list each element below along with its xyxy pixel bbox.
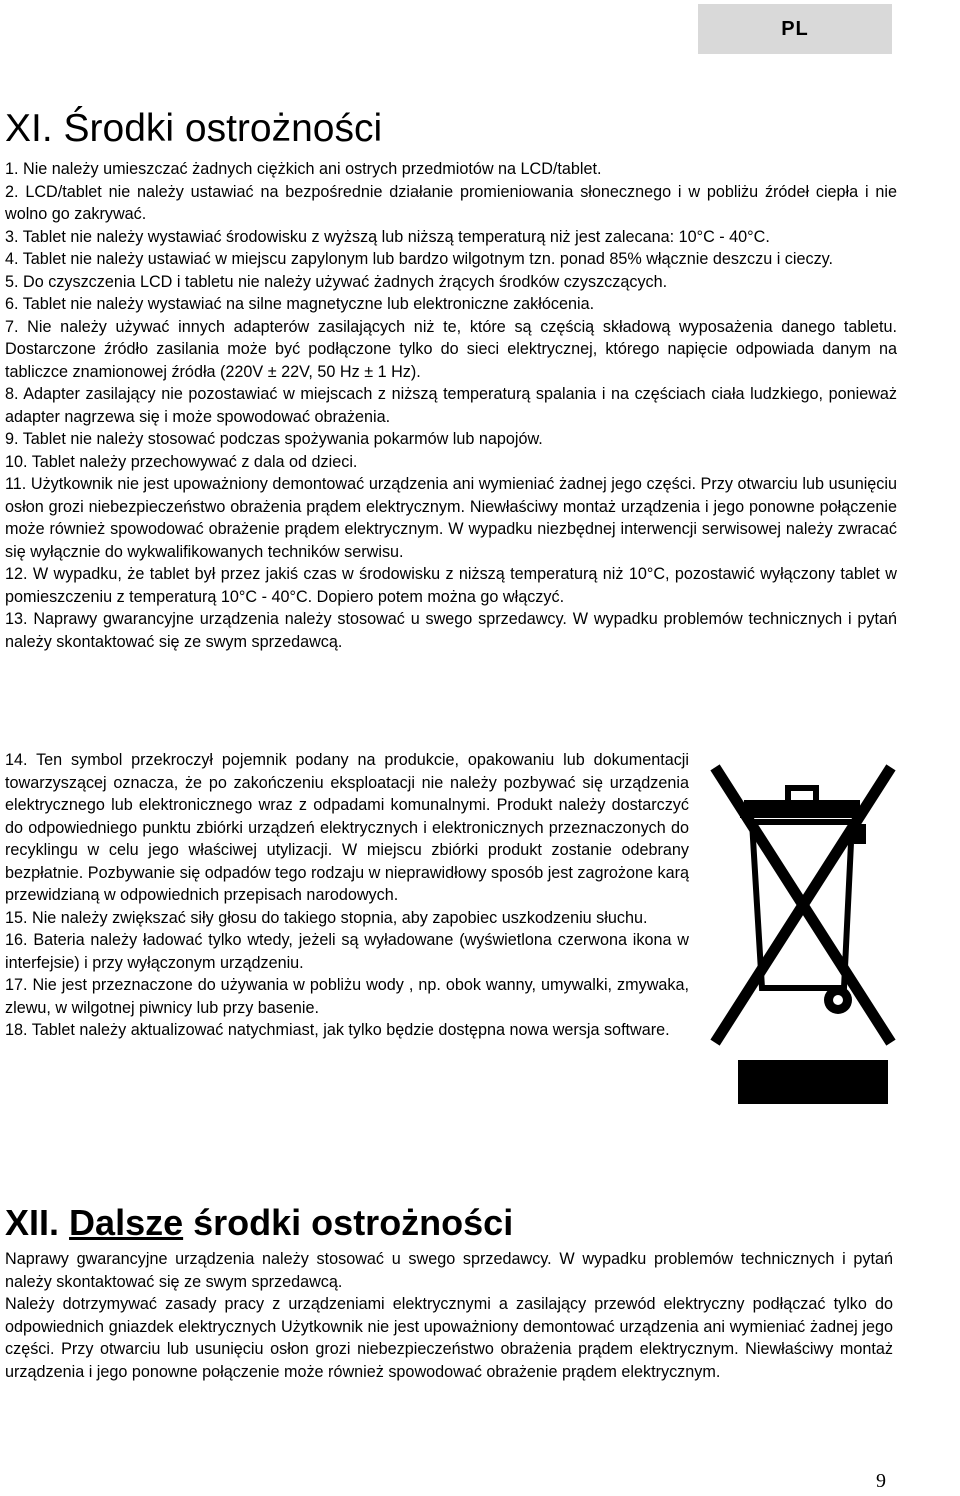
list-item: 13. Naprawy gwarancyjne urządzenia należy stosować u swego sprzedawcy. W wypadku problemów technicznych i pytań należy skontaktować się ze swym sprzedawcą. (5, 610, 897, 651)
list-item: 17. Nie jest przeznaczone do używania w pobliżu wody , np. obok wanny, umywalki, zmywaka, zlewu, w wilgotnej piwnicy lub przy basenie. (5, 976, 689, 1017)
crossed-out-wheelie-bin-icon (704, 738, 900, 1106)
title-underlined-word: Dalsze (69, 1202, 184, 1243)
further-precautions-text (5, 1248, 893, 1383)
list-item: 8. Adapter zasilający nie pozostawiać w miejscach z niższą temperaturą spalania i na częściach ciała ludzkiego, ponieważ adapter nagrzewa się i może spowodować obrażenia. (5, 385, 897, 426)
list-item: 2. LCD/tablet nie należy ustawiać na bezpośrednie działanie promieniowania słonecznego i w pobliżu źródeł ciepła i nie wolno go zakrywać. (5, 182, 897, 223)
list-item: 4. Tablet nie należy ustawiać w miejscu zapylonym lub bardzo wilgotnym tzn. ponad 85% włącznie deszczu i cieczy. (5, 250, 834, 268)
list-item: 11. Użytkownik nie jest upoważniony demontować urządzenia ani wymieniać żadnej jego części. Przy otwarciu lub usunięciu osłon grozi niebezpieczeństwo obrażenia prądem elektrycznym. Niewłaściwy montaż urządzenia i jego ponowne połączenie może również spowodować obrażenie prądem elektrycznym. W wypadku niezbędnej interwencji serwisowej należy zwracać się wyłącznie do wykwalifikowanych techników serwisu. (5, 475, 897, 561)
list-item: 6. Tablet nie należy wystawiać na silne magnetyczne lub elektroniczne zakłócenia. (5, 295, 595, 313)
paragraph: Należy dotrzymywać zasady pracy z urządzeniami elektrycznymi a zasilający przewód elektryczny podłączać tylko do odpowiednich gniazdek elektrycznych Użytkownik nie jest upoważniony demontować urządzenia ani wymieniać żadnej jego części. Przy otwarciu lub usunięciu osłon grozi niebezpieczeństwo obrażenia prądem elektrycznym. Niewłaściwy montaż urządzenia i jego ponowne połączenie może również spowodować obrażenie prądem elektrycznym. (5, 1295, 893, 1381)
list-item: 15. Nie należy zwiększać siły głosu do takiego stopnia, aby zapobiec uszkodzeniu słuchu. (5, 908, 648, 927)
paragraph: Naprawy gwarancyjne urządzenia należy stosować u swego sprzedawcy. W wypadku problemów technicznych i pytań należy skontaktować się ze swym sprzedawcą. (5, 1250, 893, 1291)
list-item: 9. Tablet nie należy stosować podczas spożywania pokarmów lub napojów. (5, 430, 543, 448)
section-title-precautions: XI. Środki ostrożności (5, 107, 383, 150)
list-item: 5. Do czyszczenia LCD i tabletu nie należy używać żadnych żrących środków czyszczących. (5, 272, 668, 291)
list-item: 12. W wypadku, że tablet był przez jakiś czas w środowisku z niższą temperaturą niż 10°C, pozostawić wyłączony tablet w pomieszczeniu z temperaturą 10°C - 40°C. Dopiero potem można go włączyć. (5, 565, 897, 606)
section-title-further-precautions (5, 1201, 513, 1245)
precautions-list (5, 158, 897, 653)
language-badge: PL (698, 4, 892, 54)
list-item: 14. Ten symbol przekroczył pojemnik podany na produkcie, opakowaniu lub dokumentacji towarzyszącej oznacza, że po zakończeniu eksploatacji nie należy pozbywać się urządzenia elektrycznego lub elektronicznego wraz z odpadami komunalnymi. Produkt należy dostarczyć do odpowiedniego punktu zbiórki urządzeń elektrycznych i elektronicznych przeznaczonych do recyklingu w celu jego właściwej utylizacji. W miejscu zbiórki produkt zostanie odebrany bezpłatnie. Pozbywanie się odpadów tego rodzaju w nieprawidłowy sposób jest zagrożone karą przewidzianą w odpowiednich przepisach narodowych. (5, 751, 689, 904)
list-item: 1. Nie należy umieszczać żadnych ciężkich ani ostrych przedmiotów na LCD/tablet. (5, 160, 602, 178)
list-item: 3. Tablet nie należy wystawiać środowisku z wyższą lub niższą temperaturą niż jest zalecana: 10°C - 40°C. (5, 227, 770, 246)
precautions-list-continued (5, 749, 689, 1042)
list-item: 16. Bateria należy ładować tylko wtedy, jeżeli są wyładowane (wyświetlona czerwona ikona w interfejsie) i przy wyłączonym urządzeniu. (5, 931, 689, 972)
list-item: 10. Tablet należy przechowywać z dala od dzieci. (5, 452, 358, 471)
page-number: 9 (876, 1470, 886, 1492)
section-number: XII. (5, 1202, 60, 1243)
list-item: 7. Nie należy używać innych adapterów zasilających niż te, które są częścią składową wyposażenia danego tabletu. Dostarczone źródło zasilania może być podłączone tylko do sieci elektrycznej, którego napięcie odpowiada danym na tabliczce znamionowej źródła (220V ± 22V, 50 Hz ± 1 Hz). (5, 317, 897, 381)
list-item: 18. Tablet należy aktualizować natychmiast, jak tylko będzie dostępna nowa wersja software. (5, 1021, 670, 1039)
title-rest: środki ostrożności (193, 1202, 514, 1243)
